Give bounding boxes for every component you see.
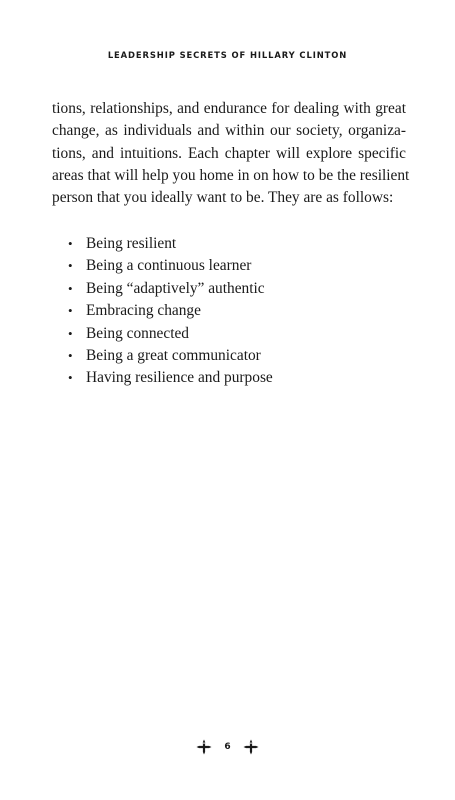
list-item	[68, 255, 273, 277]
paragraph-line: change, as individuals and within our society, organiza-	[52, 122, 406, 140]
list-item-text: Having resilience and purpose	[86, 369, 273, 387]
list-item-text: Being a continuous learner	[86, 257, 252, 275]
bullet-marker: •	[68, 303, 73, 319]
list-item	[68, 233, 273, 255]
list-item	[68, 345, 273, 367]
bullet-marker: •	[68, 348, 73, 364]
list-item-text: Embracing change	[86, 302, 201, 320]
page-number: 6	[224, 742, 231, 752]
bullet-marker: •	[68, 370, 73, 386]
chapter-list	[68, 233, 273, 390]
cross-ornament-icon	[196, 739, 212, 755]
body-paragraph	[52, 98, 410, 209]
list-item	[68, 300, 273, 322]
list-item-text: Being resilient	[86, 235, 177, 252]
list-item-text: Being “adaptively” authentic	[86, 279, 265, 297]
bullet-marker: •	[68, 325, 73, 341]
paragraph-line: tions, relationships, and endurance for dealing with great	[52, 100, 406, 117]
running-head: LEADERSHIP SECRETS OF HILLARY CLINTON	[107, 50, 348, 60]
bullet-marker: •	[68, 258, 73, 274]
paragraph-line: person that you ideally want to be. They are as follows:	[52, 189, 394, 207]
list-item	[68, 323, 273, 345]
list-item-text: Being connected	[86, 324, 189, 342]
paragraph-line: tions, and intuitions. Each chapter will explore specific	[52, 144, 406, 162]
cross-ornament-icon	[243, 739, 259, 755]
bullet-marker: •	[68, 280, 73, 296]
page-footer	[0, 737, 455, 757]
list-item	[68, 278, 273, 300]
bullet-marker: •	[68, 236, 73, 251]
list-item	[68, 367, 273, 389]
paragraph-line: areas that will help you home in on how to be the resilient	[52, 166, 410, 184]
list-item-text: Being a great communicator	[86, 347, 261, 365]
